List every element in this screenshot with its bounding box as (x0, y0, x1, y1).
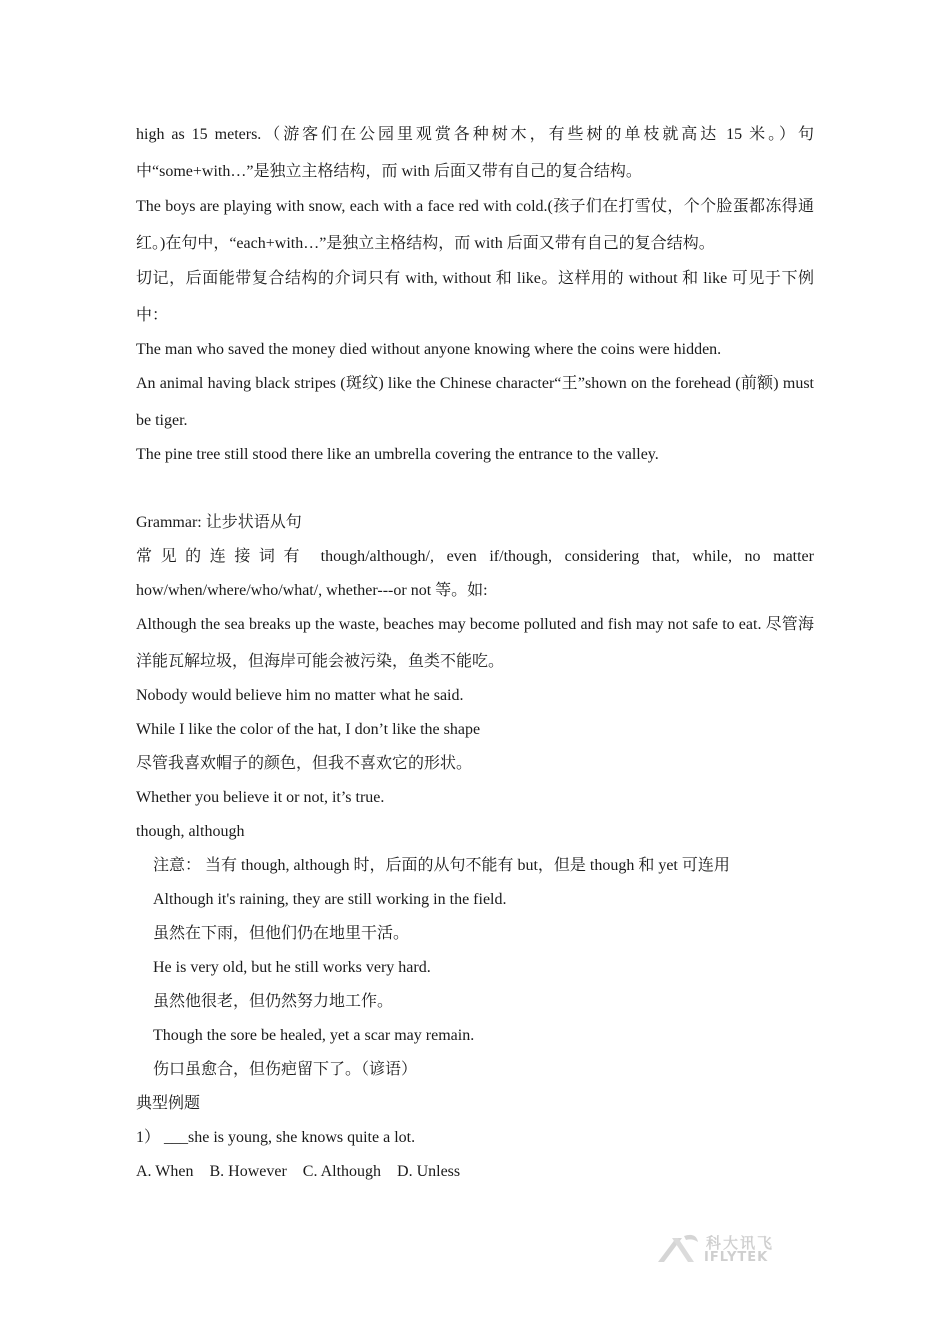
subheading: though, although (136, 823, 245, 840)
paragraph: The boys are playing with snow, each with a face red with cold.(孩子们在打雪仗，个个脸蛋都冻得通红。)在句中，“each+with…”是独立主格结构，而 with 后面又带有自己的复合结构。 (136, 198, 814, 252)
watermark-logo (654, 1228, 780, 1270)
example-sentence: While I like the color of the hat, I don’t like the shape (136, 721, 481, 738)
document-body (136, 118, 814, 1189)
example-sentence: Although the sea breaks up the waste, beaches may become polluted and fish may not safe to eat. 尽管海洋能瓦解垃圾，但海岸可能会被污染，鱼类不能吃。 (136, 616, 814, 670)
example-sentence: Nobody would believe him no matter what he said. (136, 687, 464, 704)
paragraph: 切记，后面能带复合结构的介词只有 with, without 和 like。这样用的 without 和 like 可见于下例中： (136, 270, 814, 324)
note: 注意： 当有 though, although 时，后面的从句不能有 but，但是 though 和 yet 可连用 (153, 857, 730, 874)
section-heading: Grammar: 让步状语从句 (136, 514, 302, 531)
paragraph: how/when/where/who/what/, whether---or not 等。如: (136, 582, 488, 599)
section-heading: 典型例题 (136, 1095, 201, 1112)
translation: 伤口虽愈合，但伤疤留下了。（谚语） (153, 1061, 418, 1078)
example-sentence: Though the sore be healed, yet a scar may remain. (153, 1027, 475, 1044)
example-sentence: He is very old, but he still works very hard. (153, 959, 431, 976)
watermark-en: IFLYTEK (704, 1250, 769, 1265)
watermark-cn: 科大讯飞 (706, 1234, 775, 1252)
answer-options: A. When B. However C. Although D. Unless (136, 1163, 461, 1180)
example-sentence: Although it's raining, they are still working in the field. (153, 891, 507, 908)
translation: 尽管我喜欢帽子的颜色，但我不喜欢它的形状。 (136, 755, 473, 772)
blank-line (136, 472, 814, 506)
question: 1） ___she is young, she knows quite a lot. (136, 1129, 416, 1146)
translation: 虽然在下雨，但他们仍在地里干活。 (153, 925, 410, 942)
paragraph: 常见的连接词有 though/although/, even if/though, considering that, while, no matter (136, 548, 814, 565)
example-sentence: The pine tree still stood there like an umbrella covering the entrance to the valley. (136, 446, 659, 463)
iflytek-x-logo-icon (654, 1228, 702, 1270)
example-sentence: Whether you believe it or not, it’s true. (136, 789, 385, 806)
example-sentence: The man who saved the money died without anyone knowing where the coins were hidden. (136, 341, 722, 358)
example-sentence: An animal having black stripes (斑纹) like the Chinese character“王”shown on the forehead (前额) must be tiger. (136, 375, 814, 429)
paragraph: high as 15 meters.（游客们在公园里观赏各种树木，有些树的单枝就高达 15 米。）句中“some+with…”是独立主格结构，而 with 后面又带有自己的复合结构。 (136, 126, 814, 180)
translation: 虽然他很老，但仍然努力地工作。 (153, 993, 394, 1010)
